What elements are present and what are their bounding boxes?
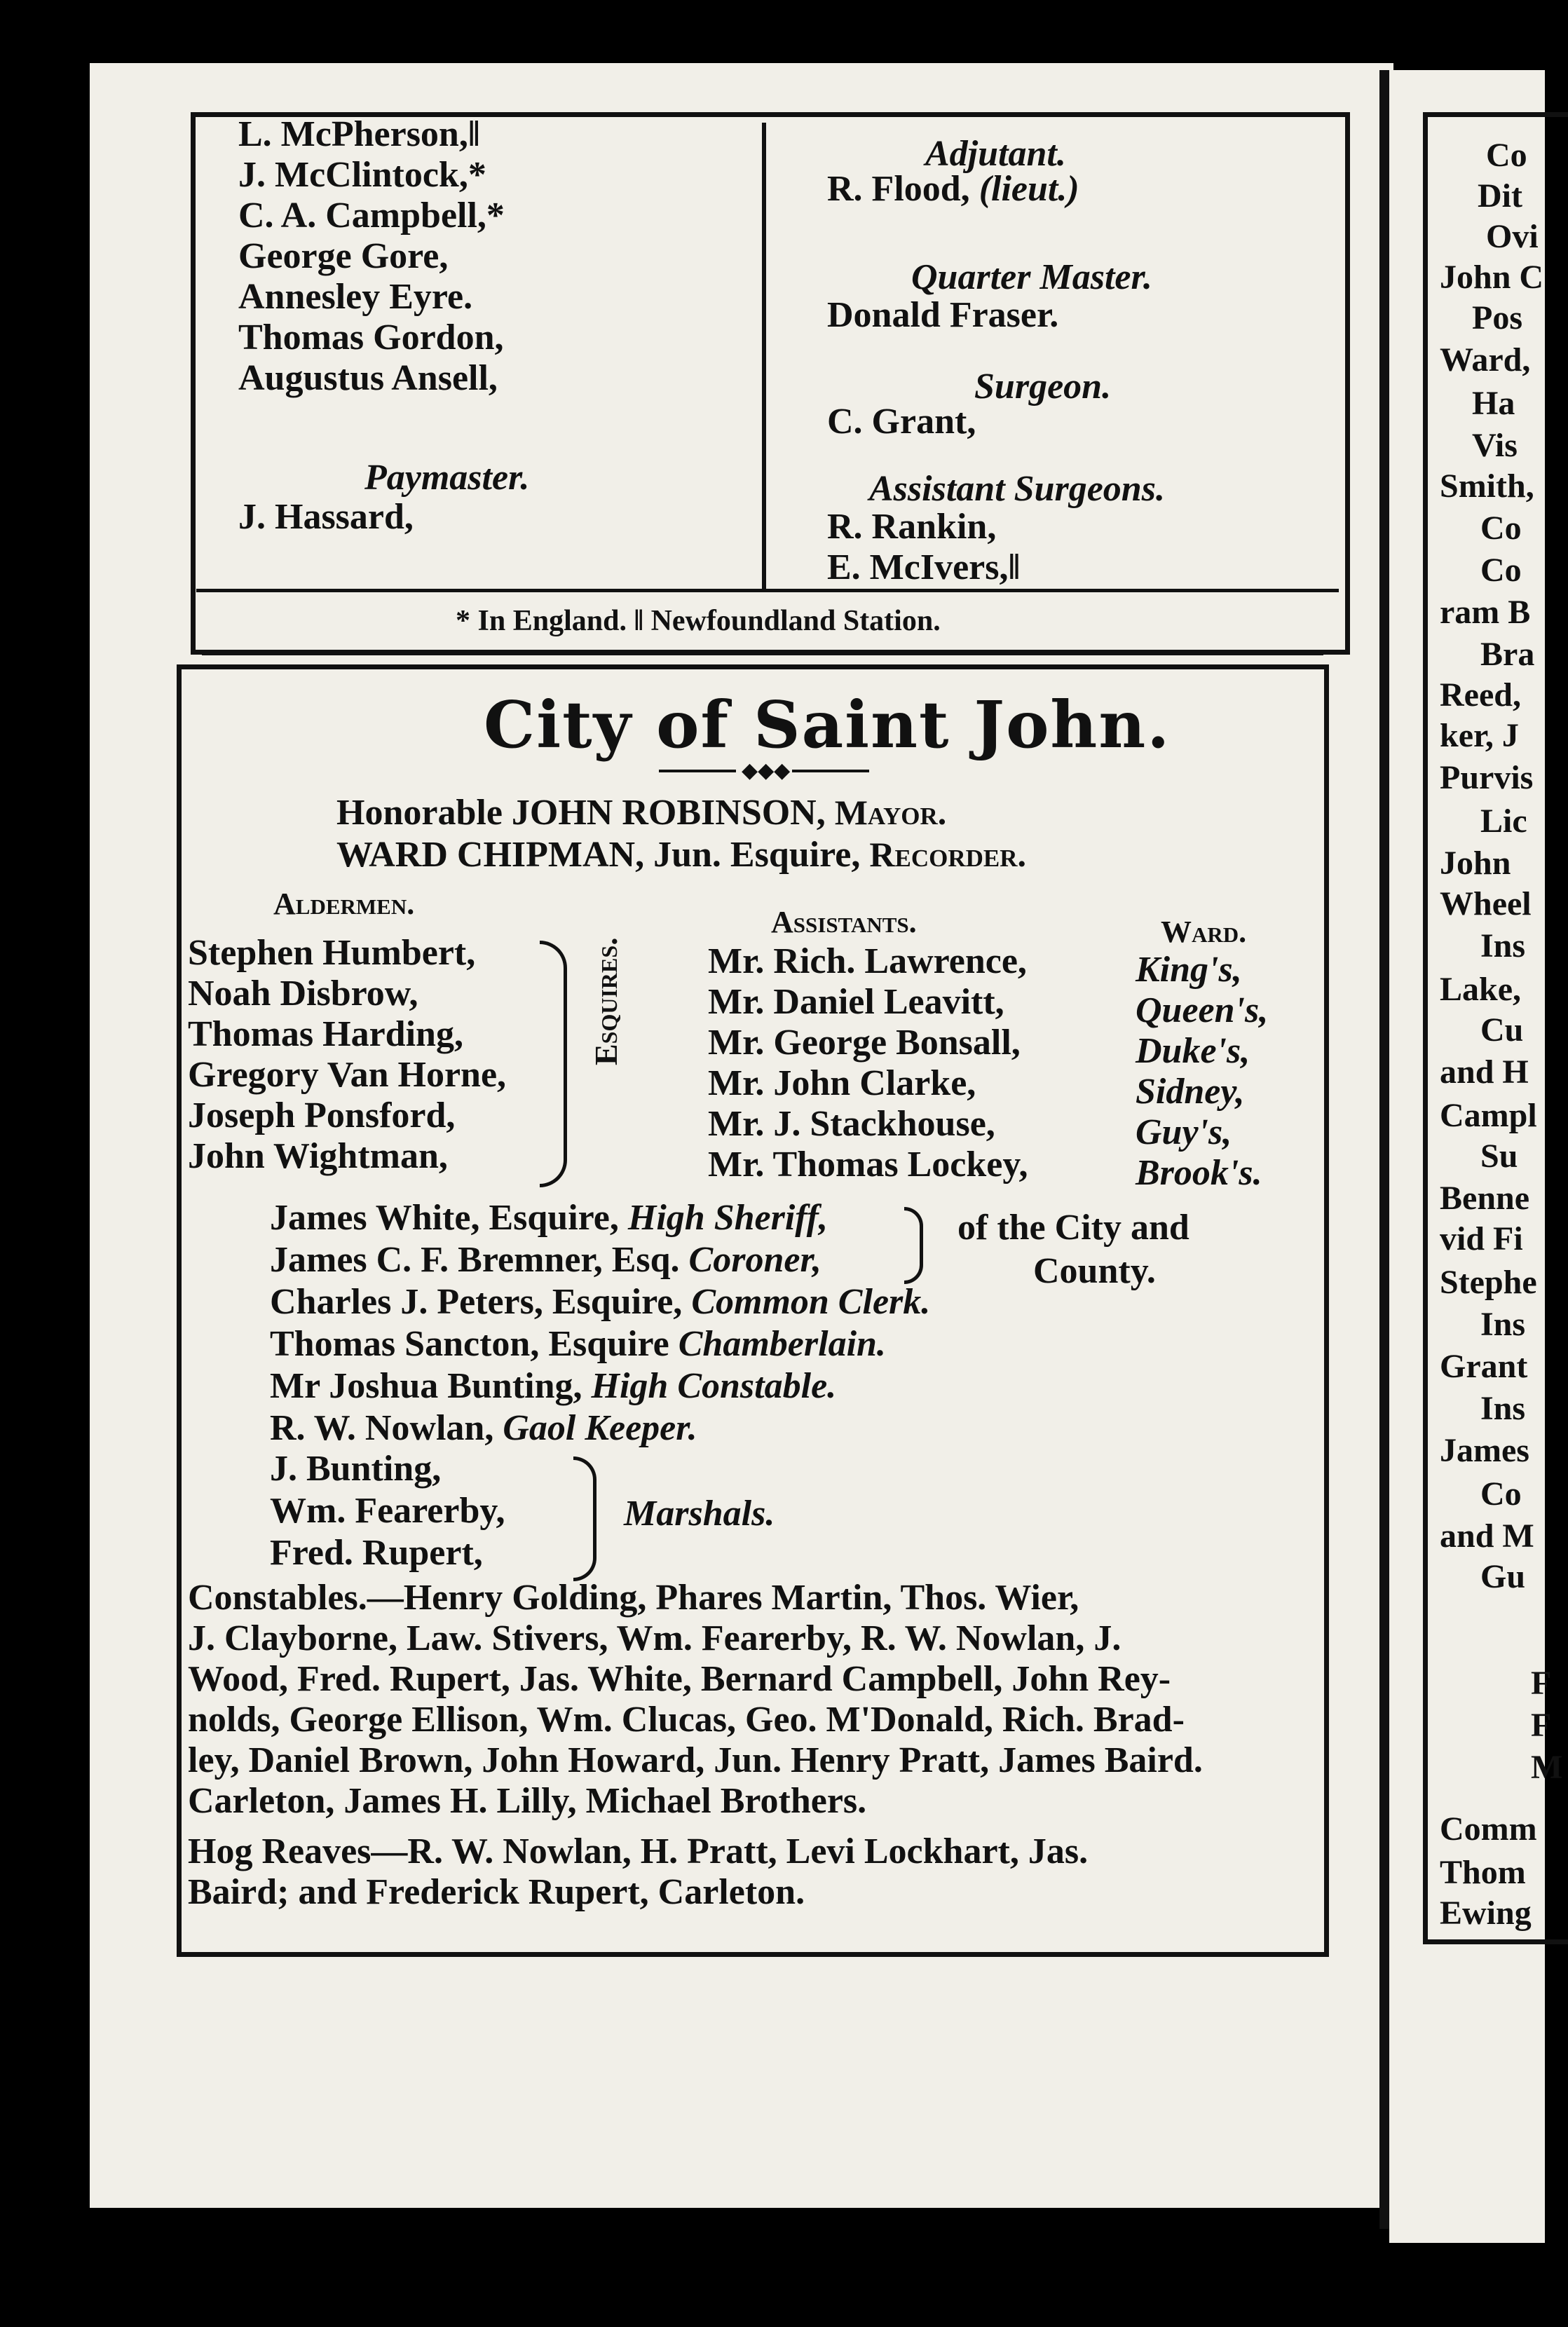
right-page-fragment: Gu <box>1480 1558 1526 1595</box>
marshal-name: Wm. Fearerby, <box>270 1491 505 1531</box>
ward-name: Sidney, <box>1136 1072 1245 1112</box>
clerk-line <box>270 1284 930 1321</box>
sheriff-name: James White, Esquire, <box>270 1198 619 1238</box>
assistant-name: Mr. J. Stackhouse, <box>708 1104 995 1144</box>
right-page-fragment: Ewing <box>1440 1895 1532 1932</box>
right-page-fragment: Co <box>1480 552 1522 589</box>
hog-reaves-line: Baird; and Frederick Rupert, Carleton. <box>188 1872 805 1912</box>
militia-footer-rule <box>196 589 1339 592</box>
clerk-role: Common Clerk. <box>691 1282 931 1322</box>
right-page-fragment: Ins <box>1480 927 1526 964</box>
constables-line: J. Clayborne, Law. Stivers, Wm. Fearerby, R. W. Nowlan, J. <box>188 1618 1122 1658</box>
gutter <box>1379 70 1389 2229</box>
right-page-fragment: Ovi <box>1486 218 1539 255</box>
militia-name: J. McClintock,* <box>238 155 486 195</box>
militia-name: George Gore, <box>238 236 449 276</box>
right-page-fragment: F <box>1531 1665 1552 1702</box>
right-page-fragment: John C <box>1440 259 1544 296</box>
right-page-box <box>1423 112 1568 1944</box>
city-title: City of Saint John. <box>484 687 1171 763</box>
ward-name: Guy's, <box>1136 1112 1232 1152</box>
right-page-fragment: Pos <box>1472 299 1522 336</box>
ornament-line-right <box>792 770 869 772</box>
aldermen-header: Aldermen. <box>273 887 415 921</box>
right-page-fragment: Ins <box>1480 1306 1526 1343</box>
quarter-master-name: Donald Fraser. <box>827 295 1059 335</box>
of-city-label: of the City and <box>957 1208 1189 1248</box>
right-page-fragment: Cu <box>1480 1011 1524 1049</box>
ward-name: Duke's, <box>1136 1031 1250 1071</box>
title-ornament <box>659 759 869 782</box>
ornament-line-left <box>659 770 736 772</box>
constable-line <box>270 1368 836 1405</box>
right-page-fragment: ker, J <box>1440 717 1519 754</box>
militia-name: C. A. Campbell,* <box>238 196 505 236</box>
ward-name: Queen's, <box>1136 990 1269 1030</box>
adjutant-title: Adjutant. <box>925 134 1066 174</box>
county-label: County. <box>1033 1251 1156 1291</box>
assistant-name: Mr. Rich. Lawrence, <box>708 941 1027 981</box>
right-page-fragment: and M <box>1440 1517 1534 1555</box>
constables-line: ley, Daniel Brown, John Howard, Jun. Henry Pratt, James Baird. <box>188 1740 1203 1780</box>
right-page-fragment: Purvis <box>1440 759 1534 796</box>
coroner-role: Coroner, <box>688 1240 822 1280</box>
right-page-fragment: Wheel <box>1440 885 1532 922</box>
coroner-name: James C. F. Bremner, Esq. <box>270 1240 680 1280</box>
chamberlain-line <box>270 1326 886 1363</box>
right-page-fragment: James <box>1440 1432 1529 1469</box>
gaoler-role: Gaol Keeper. <box>503 1408 697 1448</box>
assistant-name: Mr. Thomas Lockey, <box>708 1145 1028 1185</box>
alderman-name: John Wightman, <box>188 1136 448 1176</box>
assistant-name: Mr. George Bonsall, <box>708 1023 1021 1063</box>
constables-line: Constables.—Henry Golding, Phares Martin, Thos. Wier, <box>188 1578 1079 1618</box>
assistants-header: Assistants. <box>771 905 917 939</box>
clerk-name: Charles J. Peters, Esquire, <box>270 1282 683 1322</box>
militia-column-divider <box>762 123 766 589</box>
sheriff-brace <box>904 1207 923 1284</box>
militia-name: Annesley Eyre. <box>238 277 473 317</box>
constables-line: Carleton, James H. Lilly, Michael Brothers. <box>188 1781 867 1821</box>
right-page-fragment: Comm <box>1440 1810 1537 1848</box>
surgeon-name: C. Grant, <box>827 402 976 442</box>
right-page-fragment: Co <box>1480 510 1522 547</box>
alderman-name: Gregory Van Horne, <box>188 1055 507 1095</box>
militia-name: Augustus Ansell, <box>238 358 498 398</box>
mayor-role: Mayor. <box>834 793 947 832</box>
surgeon-title: Surgeon. <box>974 367 1112 407</box>
adjutant-name-text: R. Flood, <box>827 169 970 209</box>
constable-name: Mr Joshua Bunting, <box>270 1366 582 1406</box>
right-page-fragment: Ins <box>1480 1390 1526 1427</box>
right-page-fragment: F <box>1531 1707 1552 1744</box>
adjutant-note: (lieut.) <box>979 169 1079 209</box>
right-page-fragment: and H <box>1440 1053 1529 1091</box>
constables-line: Wood, Fred. Rupert, Jas. White, Bernard Campbell, John Rey- <box>188 1659 1171 1699</box>
sheriff-role: High Sheriff, <box>627 1198 829 1238</box>
militia-name: L. McPherson,‖ <box>238 114 480 154</box>
ward-header: Ward. <box>1161 915 1247 949</box>
assistant-surgeon-2: E. McIvers,‖ <box>827 547 1021 587</box>
ward-name: King's, <box>1136 950 1242 990</box>
right-page-fragment: Co <box>1486 137 1527 174</box>
assistant-name: Mr. John Clarke, <box>708 1063 976 1103</box>
right-page-fragment: Ward, <box>1440 341 1531 378</box>
assistant-surgeon-1: R. Rankin, <box>827 507 997 547</box>
coroner-line <box>270 1242 822 1278</box>
alderman-name: Joseph Ponsford, <box>188 1096 456 1135</box>
marshal-name: J. Bunting, <box>270 1449 442 1489</box>
right-page-fragment: John <box>1440 845 1511 882</box>
chamberlain-name: Thomas Sancton, Esquire <box>270 1324 669 1364</box>
city-double-rule <box>202 652 1323 655</box>
sheriff-line <box>270 1200 828 1236</box>
quarter-master-title: Quarter Master. <box>911 257 1152 297</box>
gaoler-line <box>270 1410 697 1447</box>
right-page-fragment: Stephe <box>1440 1264 1537 1301</box>
ornament-diamond-icon: ◆◆◆ <box>742 759 791 782</box>
right-page-fragment: M <box>1531 1749 1563 1786</box>
right-page-fragment: Reed, <box>1440 676 1521 714</box>
recorder-role: Recorder. <box>869 835 1026 874</box>
assistant-surgeons-title: Assistant Surgeons. <box>869 469 1165 509</box>
right-page-fragment: Smith, <box>1440 468 1534 505</box>
ward-name: Brook's. <box>1136 1153 1262 1193</box>
paymaster-name: J. Hassard, <box>238 497 414 537</box>
right-page-fragment: Bra <box>1480 636 1535 673</box>
constables-line: nolds, George Ellison, Wm. Clucas, Geo. M'Donald, Rich. Brad- <box>188 1700 1185 1740</box>
right-page-fragment: Su <box>1480 1138 1518 1175</box>
marshals-label: Marshals. <box>624 1494 775 1534</box>
aldermen-brace <box>540 941 567 1187</box>
right-page-fragment: Lake, <box>1440 971 1522 1008</box>
right-page-fragment: Lic <box>1480 803 1527 840</box>
right-page-fragment: Dit <box>1478 177 1522 214</box>
adjutant-name <box>827 171 1079 207</box>
assistant-name: Mr. Daniel Leavitt, <box>708 982 1004 1022</box>
alderman-name: Noah Disbrow, <box>188 974 418 1014</box>
gaoler-name: R. W. Nowlan, <box>270 1408 494 1448</box>
marshals-brace <box>573 1456 596 1581</box>
chamberlain-role: Chamberlain. <box>678 1324 886 1364</box>
militia-name: Thomas Gordon, <box>238 318 504 357</box>
right-page-fragment: Grant <box>1440 1348 1528 1385</box>
alderman-name: Stephen Humbert, <box>188 933 476 973</box>
recorder-name: WARD CHIPMAN, Jun. Esquire, <box>336 835 861 875</box>
right-page-fragment: Thom <box>1440 1854 1526 1891</box>
mayor-line <box>336 795 946 831</box>
hog-reaves-line: Hog Reaves—R. W. Nowlan, H. Pratt, Levi Lockhart, Jas. <box>188 1831 1089 1871</box>
paymaster-title: Paymaster. <box>364 458 530 498</box>
constable-role: High Constable. <box>591 1366 837 1406</box>
right-page-fragment: Campl <box>1440 1097 1537 1134</box>
right-page-fragment: vid Fi <box>1440 1220 1523 1257</box>
marshal-name: Fred. Rupert, <box>270 1533 483 1573</box>
right-page-fragment: Benne <box>1440 1180 1530 1217</box>
recorder-line <box>336 837 1026 873</box>
right-page-fragment: ram B <box>1440 594 1531 631</box>
right-page-fragment: Co <box>1480 1475 1522 1513</box>
right-page-fragment: Ha <box>1472 385 1515 422</box>
right-page-fragment: Vis <box>1472 427 1518 464</box>
mayor-name: Honorable JOHN ROBINSON, <box>336 793 826 833</box>
alderman-name: Thomas Harding, <box>188 1014 463 1054</box>
militia-footnote: * In England. ‖ Newfoundland Station. <box>456 605 941 637</box>
esquires-label: Esquires. <box>588 937 624 1065</box>
